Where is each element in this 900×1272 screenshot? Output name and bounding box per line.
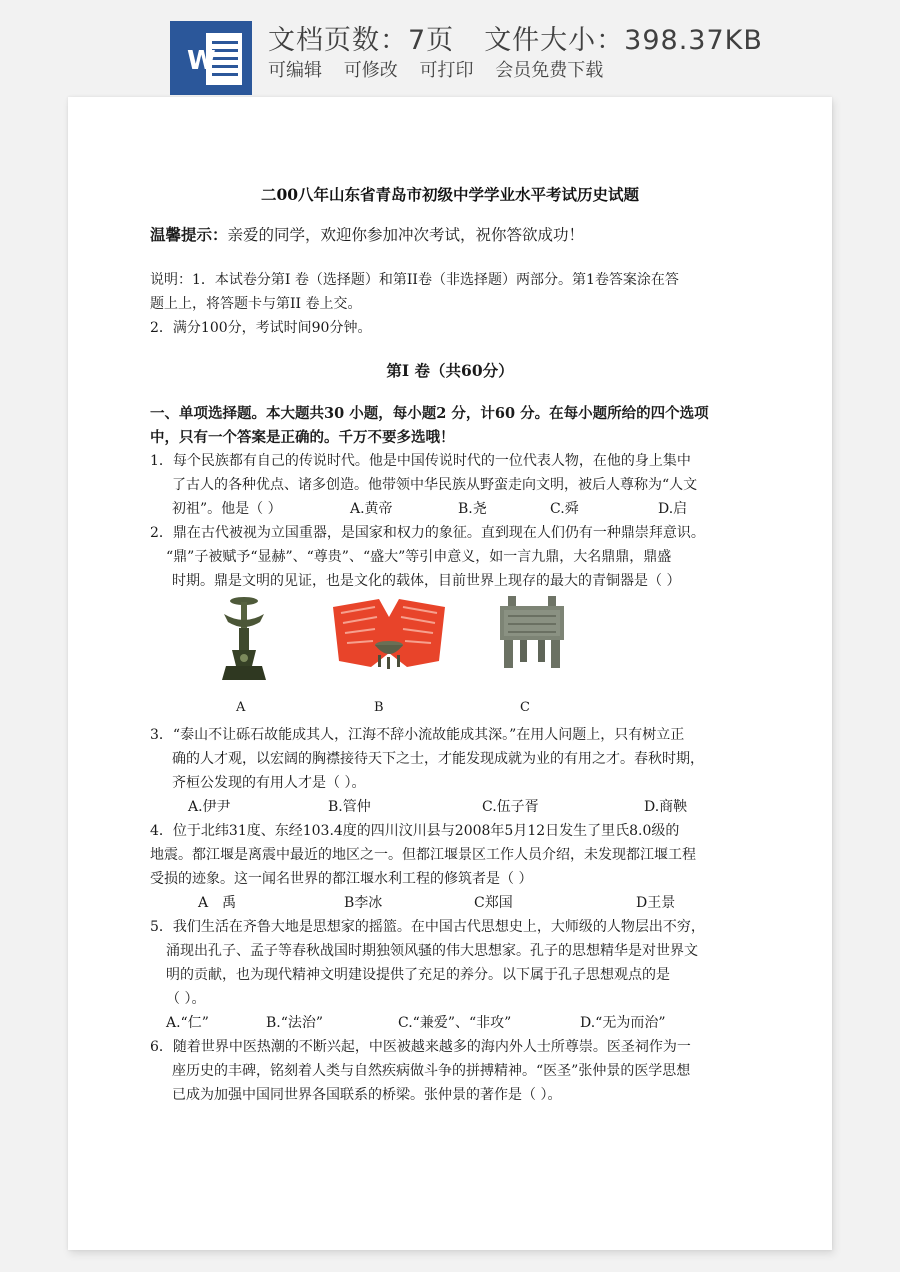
- q1-line-2: 了古人的各种优点、诸多创造。他带领中华民族从野蛮走向文明，被后人尊称为“人文: [172, 477, 698, 493]
- q6-line-2: 座历史的丰碑，铭刻着人类与自然疾病做斗争的拼搏精神。“医圣”张仲景的医学思想: [172, 1063, 691, 1079]
- section-title: 第Ⅰ 卷（共60分）: [386, 361, 514, 380]
- note-line-3: 2．满分100分，考试时间90分钟。: [150, 320, 372, 336]
- page-count-label: 文档页数：7页: [268, 25, 455, 56]
- q4-line-2: 地震。都江堰是离震中最近的地区之一。但都江堰景区工作人员介绍，未发现都江堰工程: [150, 847, 696, 863]
- download-banner: [0, 0, 900, 96]
- q1-line-1: 1．每个民族都有自己的传说时代。他是中国传说时代的一位代表人物，在他的身上集中: [150, 453, 691, 469]
- q3-option-a: A.伊尹: [188, 799, 231, 815]
- feature-list: [268, 56, 613, 82]
- bronze-tripod-relief-image: [331, 597, 447, 677]
- q1-option-a: A.黄帝: [350, 501, 393, 517]
- q3-line-2: 确的人才观，以宏阔的胸襟接待天下之士，才能发现成就为业的有用之才。春秋时期，: [172, 751, 704, 767]
- feature-printable: 可打印: [419, 60, 474, 81]
- q3-option-c: C.伍子胥: [482, 799, 539, 815]
- q1-line-3: 初祖”。他是（ ）: [172, 501, 282, 517]
- note-line-1: 说明：1．本试卷分第Ⅰ 卷（选择题）和第II卷（非选择题）两部分。第1卷答案涂在答: [150, 272, 679, 288]
- q4-option-b: B李冰: [344, 895, 383, 911]
- q4-option-c: C郑国: [474, 895, 513, 911]
- banner-title: [268, 18, 763, 57]
- feature-modifiable: 可修改: [343, 60, 398, 81]
- q5-option-d: D.“无为而治”: [580, 1015, 666, 1031]
- q5-line-1: 5．我们生活在齐鲁大地是思想家的摇篮。在中国古代思想史上，大师级的人物层出不穷，: [150, 919, 705, 935]
- note-line-2: 题上上，将答题卡与第II 卷上交。: [150, 296, 362, 312]
- instruction-line-2: 中，只有一个答案是正确的。千万不要多选哦！: [150, 429, 455, 446]
- feature-member-download[interactable]: 会员免费下载: [495, 60, 604, 81]
- feature-editable: 可编辑: [268, 60, 322, 81]
- svg-text:W: W: [187, 46, 216, 76]
- q3-line-1: 3．“泰山不让砾石故能成其人，江海不辞小流故能成其深。”在用人问题上，只有树立正: [150, 727, 685, 743]
- word-doc-icon: [170, 21, 252, 95]
- q3-option-d: D.商鞅: [644, 799, 688, 815]
- document-title: 二00八年山东省青岛市初级中学学业水平考试历史试题: [260, 185, 640, 204]
- q4-line-3: 受损的迹象。这一闻名世界的都江堰水利工程的修筑者是（ ）: [150, 871, 533, 887]
- image-label-c: C: [520, 700, 530, 715]
- tip-text: 亲爱的同学，欢迎你参加冲次考试，祝你答欲成功！: [227, 226, 585, 244]
- instruction-line-1: 一、单项选择题。本大题共30 小题，每小题2 分，计60 分。在每小题所给的四个选项: [150, 405, 709, 422]
- q1-option-c: C.舜: [550, 501, 579, 517]
- q1-option-b: B.尧: [458, 501, 487, 517]
- q4-line-1: 4．位于北纬31度、东经103.4度的四川汶川县与2008年5月12日发生了里氏8.0级的: [150, 823, 680, 839]
- q2-line-1: 2．鼎在古代被视为立国重器，是国家和权力的象征。直到现在人们仍有一种鼎崇拜意识。: [150, 525, 705, 541]
- simuwu-ding-image: [498, 594, 566, 674]
- q4-option-d: D王景: [636, 895, 676, 911]
- q3-option-b: B.管仲: [328, 799, 371, 815]
- q6-line-3: 已成为加强中国同世界各国联系的桥梁。张仲景的著作是（ ）。: [172, 1087, 562, 1103]
- q5-option-c: C.“兼爱”、“非攻”: [398, 1015, 512, 1031]
- q2-line-3: 时期。鼎是文明的见证，也是文化的载体，目前世界上现存的最大的青铜器是（ ）: [172, 573, 681, 589]
- q5-option-b: B.“法治”: [266, 1015, 324, 1031]
- q5-line-4: （ ）。: [166, 991, 206, 1007]
- q4-option-a: A 禹: [198, 895, 237, 911]
- q5-option-a: A.“仁”: [166, 1015, 209, 1031]
- q1-option-d: D.启: [658, 501, 688, 517]
- tip-line: [150, 223, 584, 245]
- image-label-b: B: [374, 700, 384, 715]
- bronze-lamp-image: [218, 592, 270, 686]
- image-label-a: A: [236, 700, 246, 715]
- q2-line-2: “鼎”子被赋予“显赫”、“尊贵”、“盛大”等引申意义，如一言九鼎，大名鼎鼎，鼎盛: [166, 549, 672, 565]
- q5-line-2: 涌现出孔子、孟子等春秋战国时期独领风骚的伟大思想家。孔子的思想精华是对世界文: [166, 943, 698, 959]
- tip-label: 温馨提示：: [150, 225, 228, 244]
- q5-line-3: 明的贡献，也为现代精神文明建设提供了充足的养分。以下属于孔子思想观点的是: [166, 967, 670, 983]
- q6-line-1: 6．随着世界中医热潮的不断兴起，中医被越来越多的海内外人士所尊崇。医圣祠作为一: [150, 1039, 691, 1055]
- file-size-label: 文件大小：398.37KB: [484, 25, 763, 56]
- q3-line-3: 齐桓公发现的有用人才是（ ）。: [172, 775, 366, 791]
- document-page: [68, 97, 832, 1250]
